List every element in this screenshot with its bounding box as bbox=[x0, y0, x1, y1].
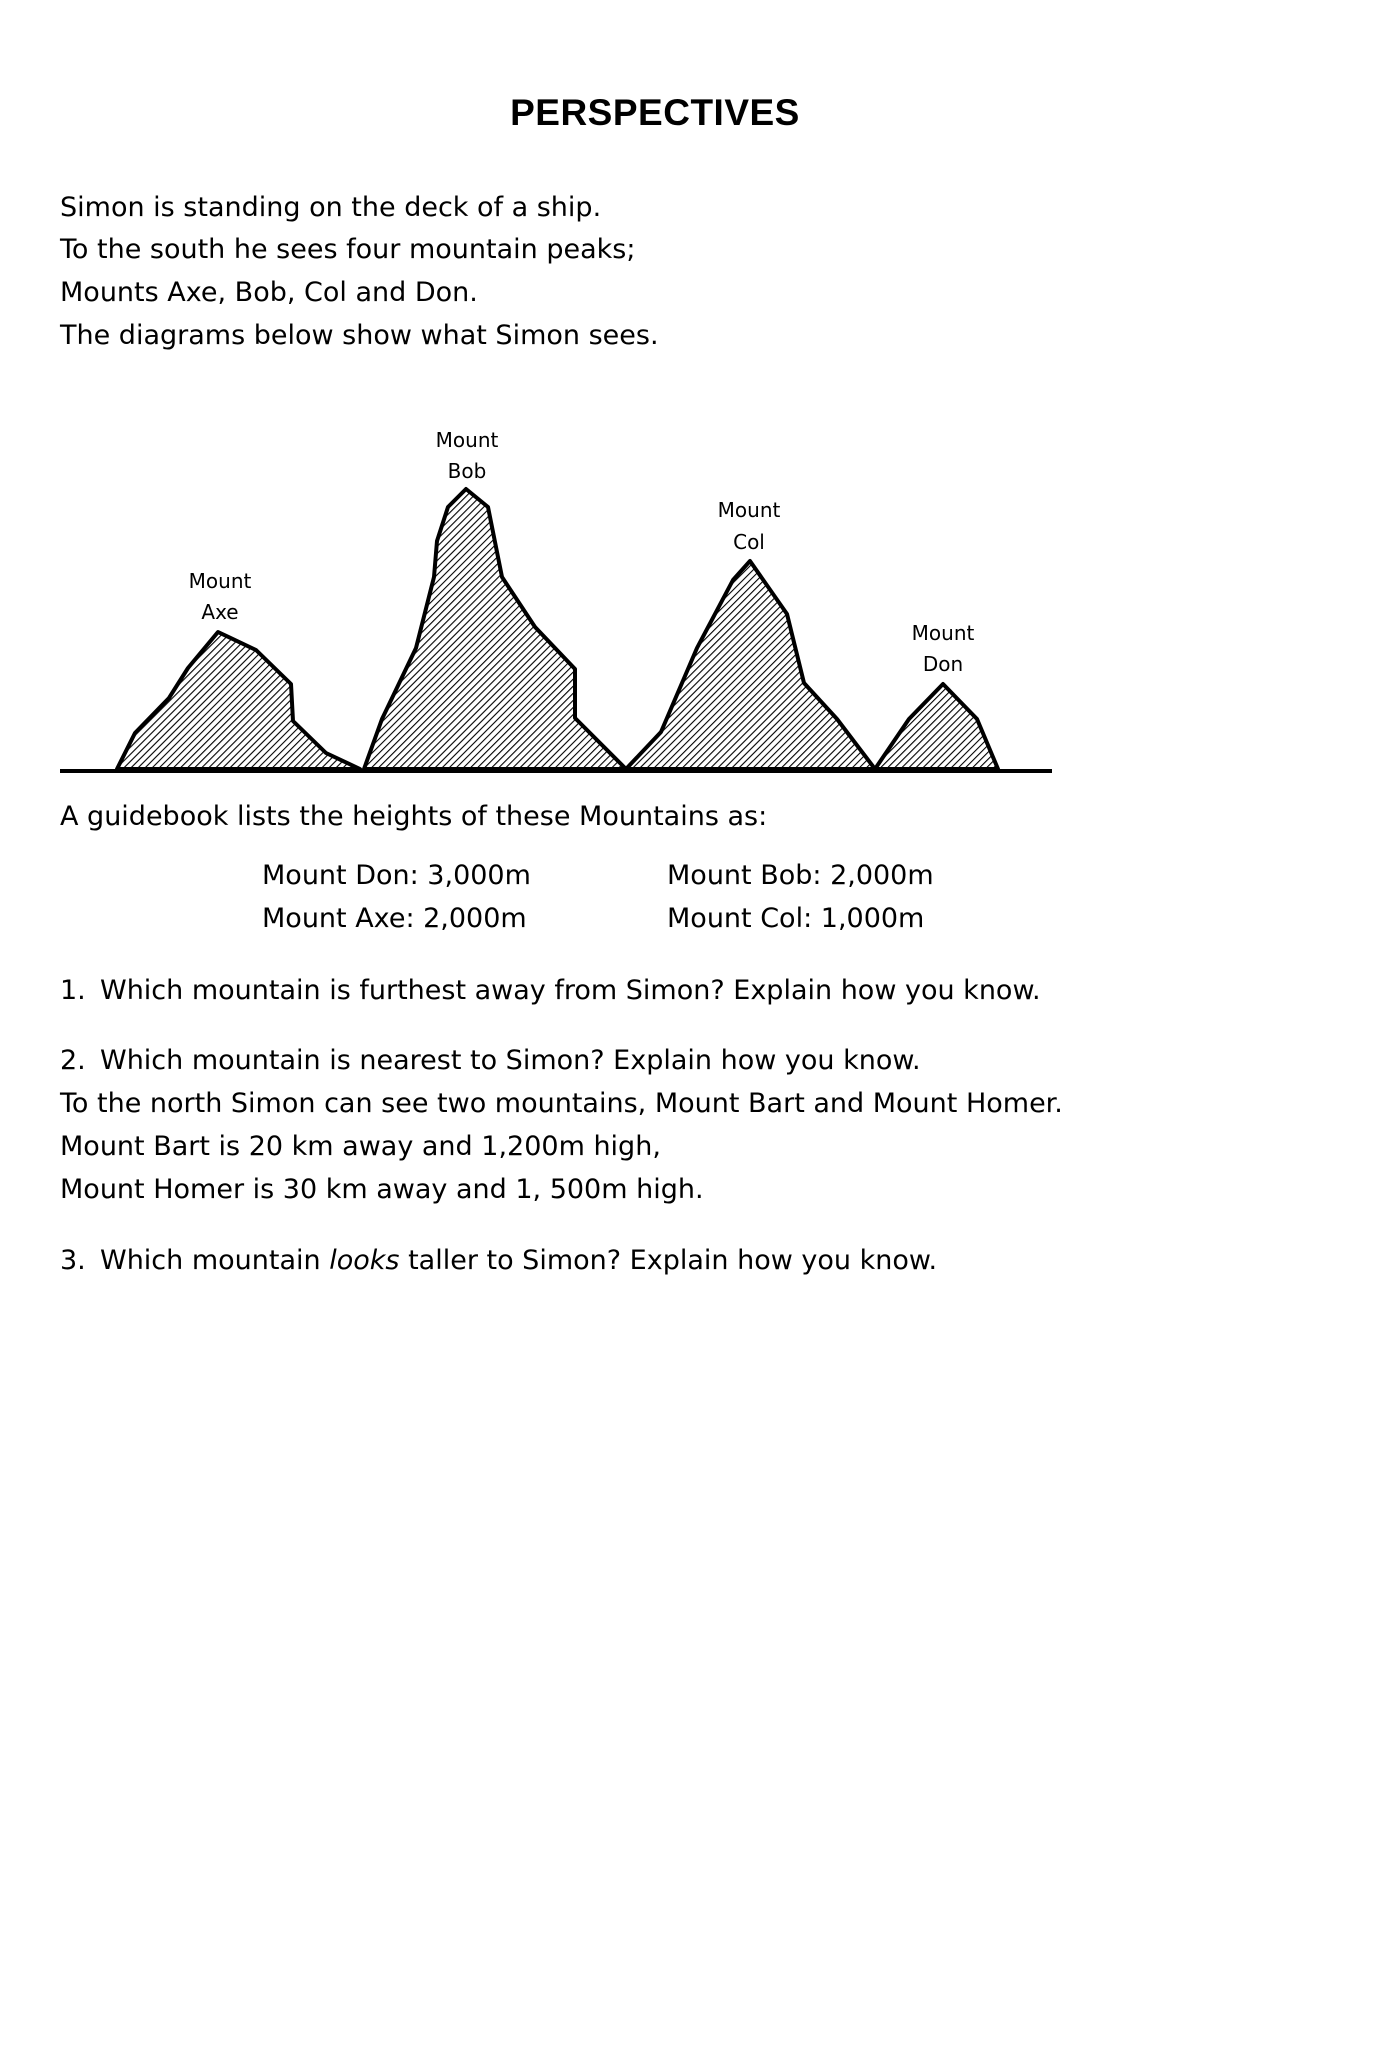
question-3-text-after: taller to Simon? Explain how you know. bbox=[399, 1245, 938, 1276]
north-line-3: Mount Homer is 30 km away and 1, 500m high. bbox=[60, 1174, 704, 1205]
question-3-text-italic: looks bbox=[329, 1245, 400, 1276]
question-2-text: Which mountain is nearest to Simon? Explain how you know. bbox=[100, 1045, 921, 1076]
mountain-diagram bbox=[0, 0, 1383, 800]
mount-bob-shape bbox=[364, 489, 626, 769]
label-col-line-2: Col bbox=[733, 530, 765, 554]
height-axe: Mount Axe: 2,000m bbox=[262, 903, 527, 934]
north-line-1: To the north Simon can see two mountains, Mount Bart and Mount Homer. bbox=[60, 1088, 1063, 1119]
question-1 bbox=[60, 977, 1041, 1004]
label-col-line-1: Mount bbox=[717, 498, 781, 522]
intro-line-1: Simon is standing on the deck of a ship. bbox=[60, 192, 602, 223]
label-axe-line-2: Axe bbox=[201, 600, 239, 624]
height-bob: Mount Bob: 2,000m bbox=[667, 860, 934, 891]
mount-don-shape bbox=[875, 684, 998, 769]
label-don-line-1: Mount bbox=[911, 621, 975, 645]
page-title: PERSPECTIVES bbox=[510, 92, 800, 133]
intro-line-4: The diagrams below show what Simon sees. bbox=[60, 320, 659, 351]
question-3-text-before: Which mountain bbox=[100, 1245, 330, 1276]
question-3-number: 3. bbox=[60, 1245, 86, 1276]
guidebook-intro: A guidebook lists the heights of these Mountains as: bbox=[60, 801, 768, 832]
question-1-number: 1. bbox=[60, 975, 86, 1006]
height-don: Mount Don: 3,000m bbox=[262, 860, 531, 891]
mount-axe-shape bbox=[117, 632, 360, 769]
label-bob-line-2: Bob bbox=[447, 459, 487, 483]
question-2 bbox=[60, 1047, 921, 1074]
intro-line-2: To the south he sees four mountain peaks; bbox=[60, 234, 636, 265]
height-col: Mount Col: 1,000m bbox=[667, 903, 925, 934]
north-line-2: Mount Bart is 20 km away and 1,200m high, bbox=[60, 1131, 661, 1162]
intro-line-3: Mounts Axe, Bob, Col and Don. bbox=[60, 277, 478, 308]
mount-col-shape bbox=[626, 561, 875, 769]
question-2-number: 2. bbox=[60, 1045, 86, 1076]
question-1-text: Which mountain is furthest away from Simon? Explain how you know. bbox=[100, 975, 1041, 1006]
label-don-line-2: Don bbox=[922, 652, 964, 676]
question-3 bbox=[60, 1247, 937, 1274]
label-axe-line-1: Mount bbox=[188, 569, 252, 593]
label-bob-line-1: Mount bbox=[435, 428, 499, 452]
